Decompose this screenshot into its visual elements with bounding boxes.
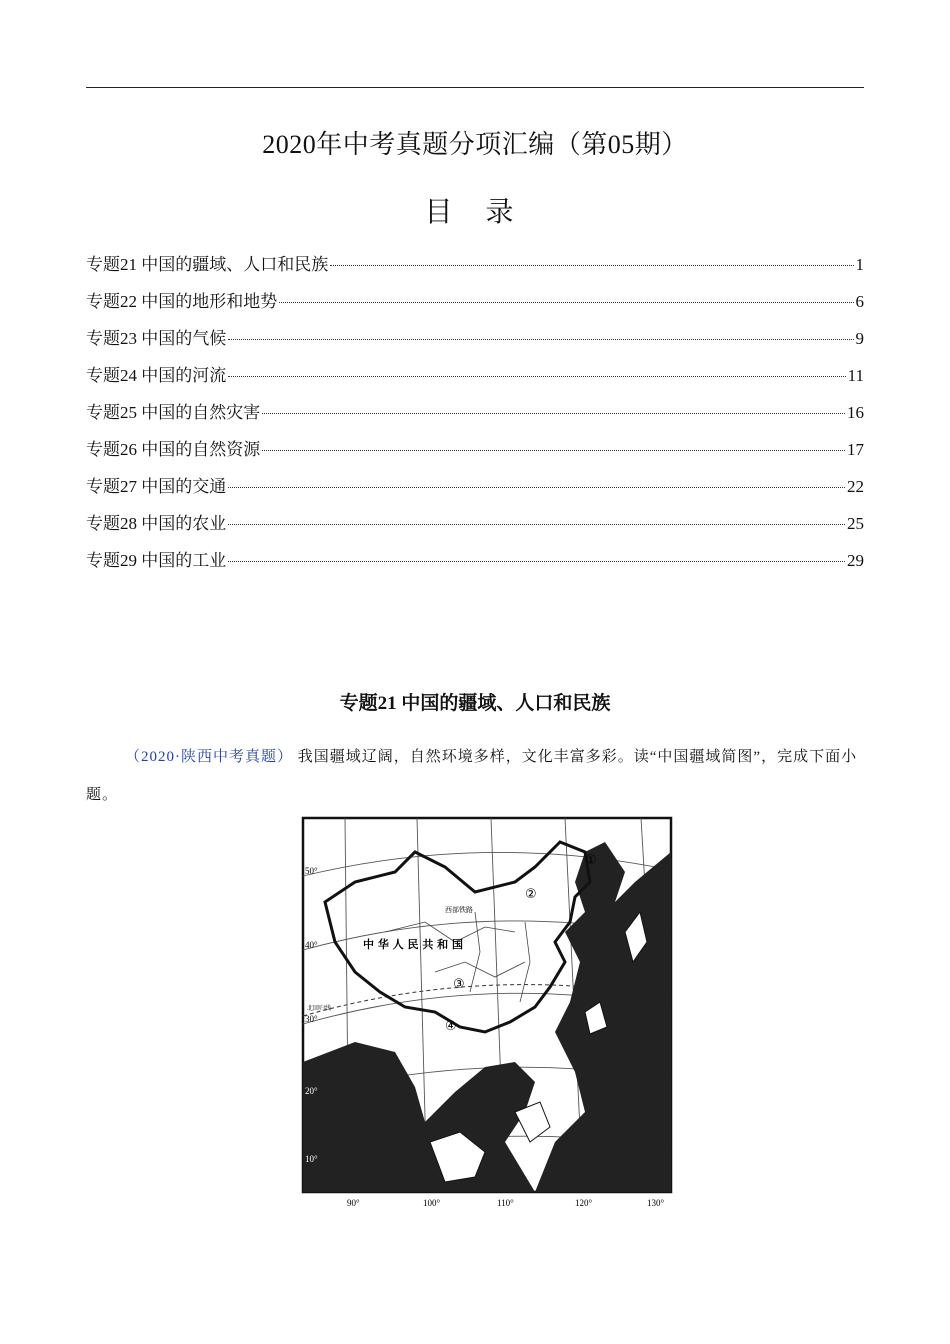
toc-entry-page: 11: [847, 366, 864, 385]
toc-entry-label: 专题29 中国的工业: [86, 551, 227, 570]
map-marker: ②: [525, 887, 537, 902]
toc-leader-dots: [228, 339, 853, 340]
map-lon-label: 130°: [647, 1198, 665, 1208]
toc-entry[interactable]: [86, 435, 864, 472]
map-marker: ④: [445, 1019, 457, 1034]
toc-entry-page: 9: [855, 329, 864, 348]
toc-entry[interactable]: [86, 324, 864, 361]
toc-entry-page: 25: [847, 514, 864, 533]
question-text: 我国疆域辽阔，自然环境多样，文化丰富多彩。读“中国疆域简图”，完成下面小题。: [86, 749, 858, 803]
map-lat-label: 10°: [305, 1154, 318, 1164]
map-lon-label: 100°: [423, 1198, 441, 1208]
toc-leader-dots: [228, 487, 845, 488]
question-source: （2020·陕西中考真题）: [125, 749, 293, 765]
map-lon-label: 110°: [497, 1198, 514, 1208]
map-lat-label: 30°: [305, 1014, 318, 1024]
toc-entry-label: 专题26 中国的自然资源: [86, 440, 261, 459]
toc-entry-label: 专题27 中国的交通: [86, 477, 227, 496]
section-title: 专题21 中国的疆域、人口和民族: [339, 693, 611, 714]
toc-entry-page: 16: [847, 403, 864, 422]
map-lat-label: 50°: [305, 866, 318, 876]
toc-entry-label: 专题21 中国的疆域、人口和民族: [86, 255, 329, 274]
table-of-contents: [86, 250, 864, 583]
toc-leader-dots: [279, 302, 853, 303]
map-marker: ③: [453, 977, 465, 992]
map-country-label: 中 华 人 民 共 和 国: [363, 938, 463, 951]
map-small-label: 西部铁路: [445, 906, 473, 914]
map-figure: [285, 812, 685, 1212]
toc-entry[interactable]: [86, 398, 864, 435]
toc-entry-page: 29: [847, 551, 864, 570]
map-lat-label: 20°: [305, 1086, 318, 1096]
toc-leader-dots: [228, 524, 845, 525]
toc-leader-dots: [262, 450, 845, 451]
map-lon-label: 90°: [347, 1198, 360, 1208]
toc-leader-dots: [228, 561, 845, 562]
toc-entry-page: 22: [847, 477, 864, 496]
map-lon-label: 120°: [575, 1198, 593, 1208]
toc-entry[interactable]: [86, 250, 864, 287]
map-marker: ①: [585, 853, 597, 868]
toc-entry-label: 专题24 中国的河流: [86, 366, 227, 385]
toc-entry-label: 专题25 中国的自然灾害: [86, 403, 261, 422]
toc-heading: 目 录: [424, 195, 526, 228]
toc-entry-label: 专题22 中国的地形和地势: [86, 292, 278, 311]
toc-entry[interactable]: [86, 287, 864, 324]
toc-entry-label: 专题23 中国的气候: [86, 329, 227, 348]
toc-leader-dots: [330, 265, 853, 266]
china-territory-map: [285, 812, 685, 1212]
document-title: 2020年中考真题分项汇编（第05期）: [262, 130, 688, 159]
toc-entry[interactable]: [86, 509, 864, 546]
map-small-label: 北回归线: [307, 1005, 332, 1012]
toc-entry[interactable]: [86, 472, 864, 509]
toc-entry-page: 6: [855, 292, 864, 311]
toc-entry-page: 17: [847, 440, 864, 459]
toc-entry-page: 1: [855, 255, 864, 274]
toc-entry[interactable]: [86, 361, 864, 398]
toc-entry-label: 专题28 中国的农业: [86, 514, 227, 533]
top-rule: [86, 87, 864, 88]
toc-leader-dots: [228, 376, 845, 377]
toc-entry[interactable]: [86, 546, 864, 583]
toc-leader-dots: [262, 413, 845, 414]
map-lat-label: 40°: [305, 940, 318, 950]
question-paragraph: [86, 738, 864, 814]
